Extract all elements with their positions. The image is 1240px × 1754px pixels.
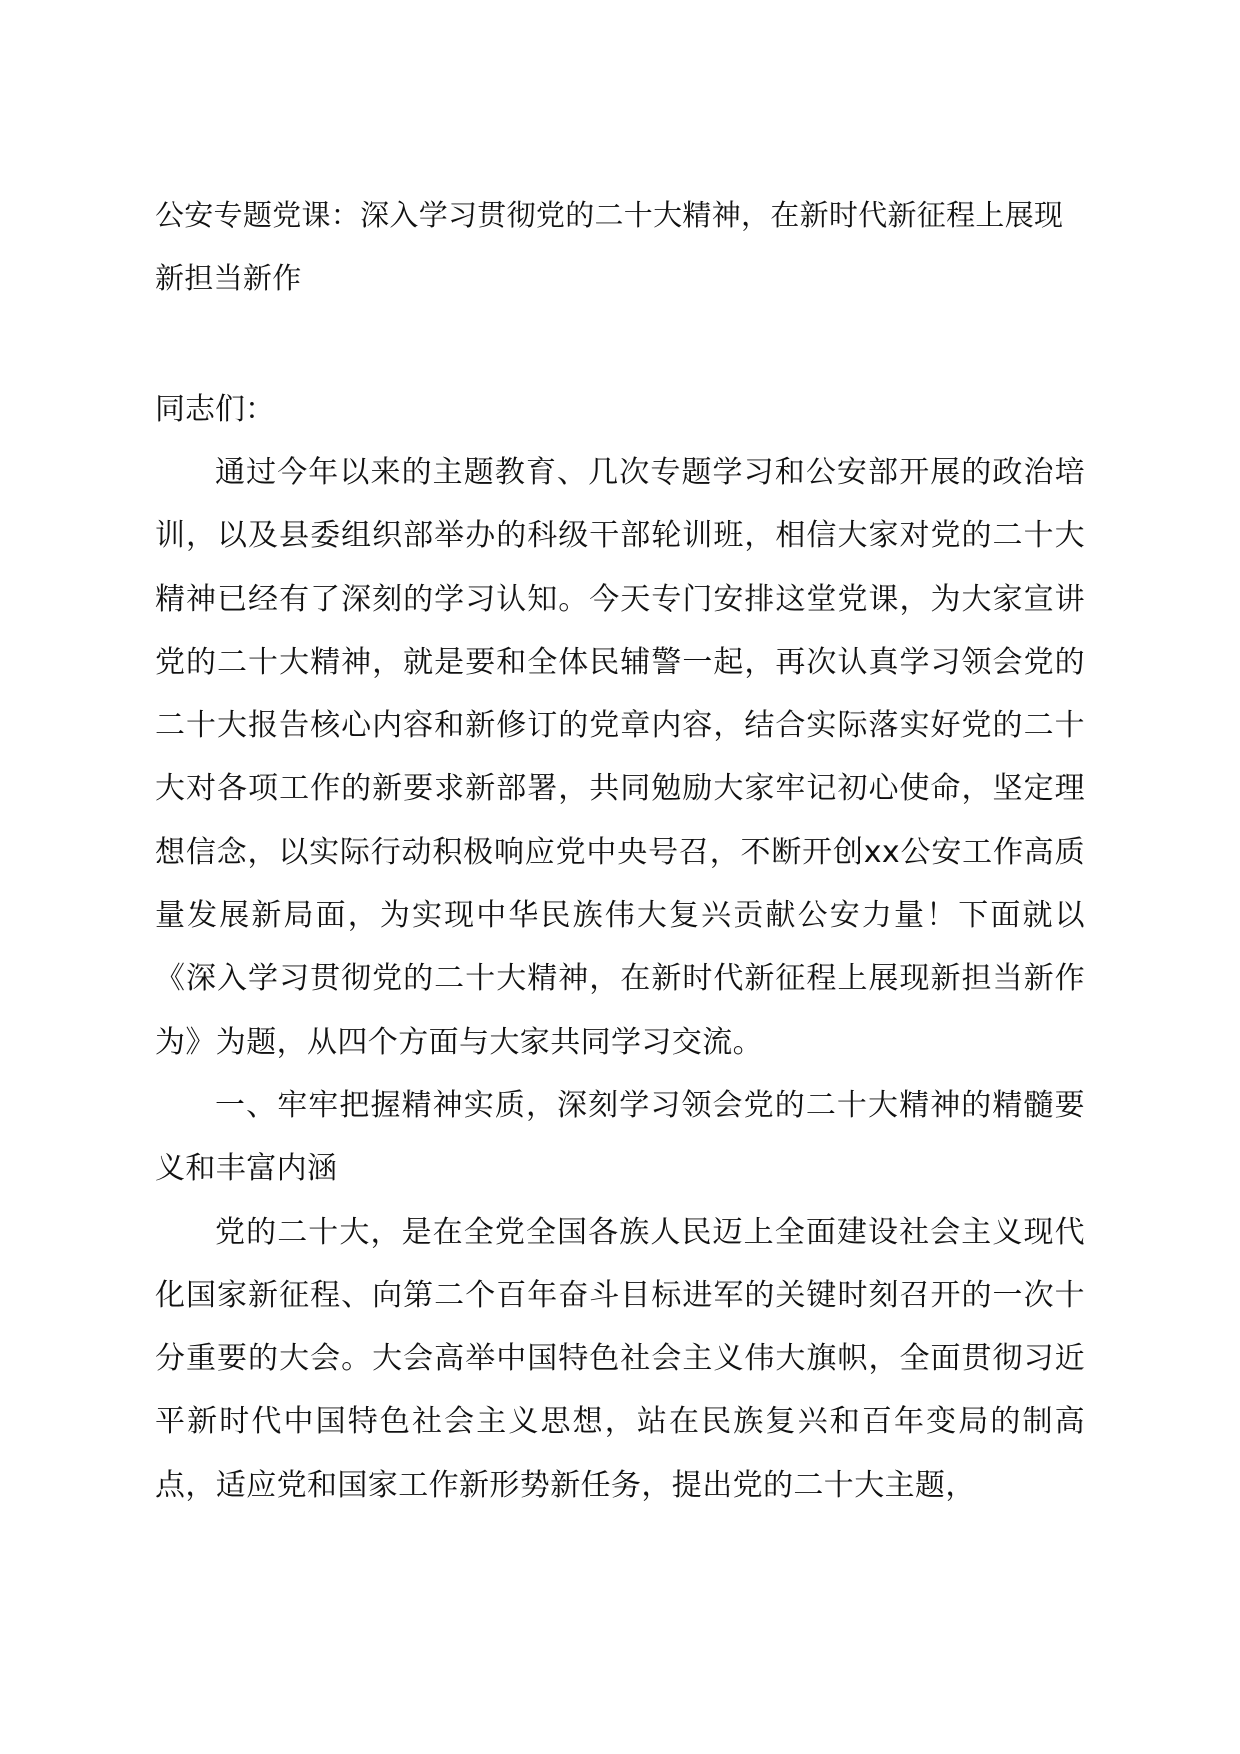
document-page [155,0,1085,1754]
paragraph-intro: 通过今年以来的主题教育、几次专题学习和公安部开展的政治培训，以及县委组织部举办的科级干部轮训班，相信大家对党的二十大精神已经有了深刻的学习认知。今天专门安排这堂党课，为大家宣讲党的二十大精神，就是要和全体民辅警一起，再次认真学习领会党的二十大报告核心内容和新修订的党章内容，结合实际落实好党的二十大对各项工作的新要求新部署，共同勉励大家牢记初心使命，坚定理想信念，以实际行动积极响应党中央号召，不断开创xx公安工作高质量发展新局面，为实现中华民族伟大复兴贡献公安力量！下面就以《深入学习贯彻党的二十大精神，在新时代新征程上展现新担当新作为》为题，从四个方面与大家共同学习交流。 [155,455,1085,1060]
greeting: 同志们： [155,392,275,427]
section-heading-1: 一、牢牢把握精神实质，深刻学习领会党的二十大精神的精髓要义和丰富内涵 [155,1087,1085,1187]
document-body [155,441,1085,1517]
document-title: 公安专题党课：深入学习贯彻党的二十大精神，在新时代新征程上展现新担当新作 [155,198,1064,295]
paragraph-section-1: 党的二十大，是在全党全国各族人民迈上全面建设社会主义现代化国家新征程、向第二个百年奋斗目标进军的关键时刻召开的一次十分重要的大会。大会高举中国特色社会主义伟大旗帜，全面贯彻习近平新时代中国特色社会主义思想，站在民族复兴和百年变局的制高点，适应党和国家工作新形势新任务，提出党的二十大主题， [155,1214,1085,1503]
